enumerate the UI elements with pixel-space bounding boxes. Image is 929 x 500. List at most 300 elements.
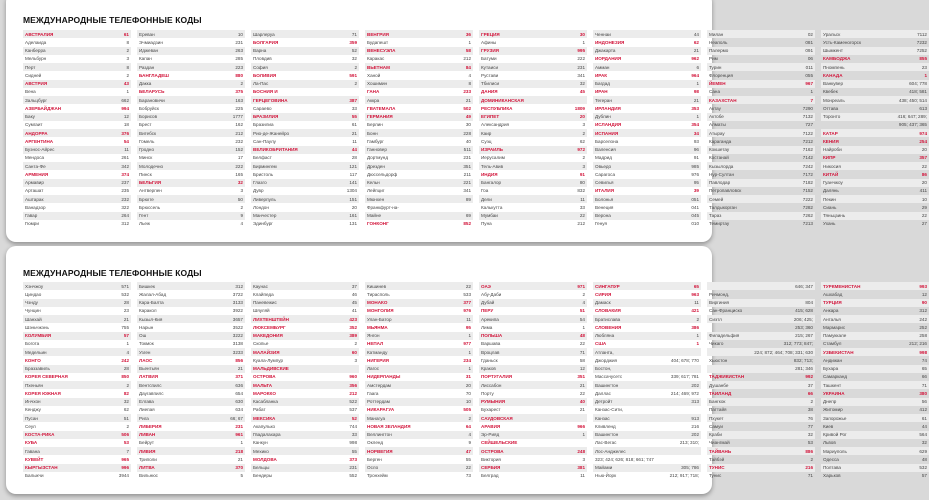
country-row [365, 299, 473, 307]
city-row [23, 47, 131, 55]
city-row [251, 439, 359, 447]
country-name: РЕСПУБЛИКА [481, 105, 513, 111]
phone-codes-page-1 [6, 0, 927, 242]
dial-code: 341 [577, 72, 585, 78]
dial-code: 62 [579, 138, 585, 144]
city-name: Виктория [481, 456, 501, 462]
dial-code: 996 [121, 465, 129, 471]
country-name: МАКЕДОНИЯ [253, 333, 283, 339]
dial-code: 3 [126, 56, 129, 62]
city-row [251, 121, 359, 129]
dial-code: 998 [919, 349, 927, 355]
city-row [23, 187, 131, 195]
city-name: Ченнаи [595, 31, 611, 37]
city-row [137, 47, 245, 55]
city-row [593, 47, 701, 55]
city-name: Талдыкорган [709, 204, 737, 210]
country-name: НИКАРАГУА [367, 407, 395, 413]
dial-code: 351 [463, 163, 471, 169]
city-row [821, 88, 929, 96]
city-name: Елгава [139, 399, 154, 405]
city-name: Хьюстон [709, 357, 728, 363]
city-row [23, 220, 131, 228]
city-name: Майне [367, 213, 382, 219]
city-name: Чэнду [25, 300, 38, 306]
city-row [821, 307, 929, 315]
city-row [251, 187, 359, 195]
city-row [23, 113, 131, 121]
city-name: Квебек [823, 89, 838, 95]
dial-code: 02 [807, 31, 813, 37]
city-name: Шарлеруа [253, 31, 275, 37]
dial-code: 1809 [574, 105, 585, 111]
city-name: Бостон, [595, 366, 612, 372]
city-name: Детройт [595, 399, 613, 405]
city-row [593, 220, 701, 228]
dial-code: 22 [465, 465, 471, 471]
country-name: АНДОРРА [25, 130, 48, 136]
dial-code: 12 [579, 366, 585, 372]
city-name: Даугавпилс [139, 390, 164, 396]
dial-code: 2 [354, 64, 357, 70]
city-name: Барановичи [139, 97, 165, 103]
country-name: КАНАДА [823, 72, 843, 78]
country-name: КЫРГЫЗСТАН [25, 465, 58, 471]
dial-code: 50 [237, 196, 243, 202]
city-name: Тирасполь [367, 291, 390, 297]
dial-code: 242 [121, 357, 129, 363]
city-name: Дувр [253, 188, 264, 194]
dial-code: 7 [810, 97, 813, 103]
city-row [707, 365, 815, 373]
country-name: СЛОВЕНИЯ [595, 324, 622, 330]
country-name: ТАДЖИКИСТАН [709, 374, 745, 380]
city-name: Дубай [481, 300, 495, 306]
country-row [251, 38, 359, 46]
dial-code: 212; 917; 718; [669, 473, 699, 479]
city-row [593, 472, 701, 480]
city-name: Бишкек [139, 283, 155, 289]
city-name: Лондон [253, 204, 269, 210]
city-row [23, 290, 131, 298]
dial-code: 52 [351, 48, 357, 54]
dial-code: 93 [693, 138, 699, 144]
country-name: КАМБОДЖА [823, 56, 851, 62]
dial-code: 11 [352, 138, 357, 144]
dial-code: 53 [123, 440, 129, 446]
city-name: Сидней [25, 72, 42, 78]
city-name: Тбилиси [481, 81, 500, 87]
city-row [821, 80, 929, 88]
city-name: Вьентьян [139, 366, 160, 372]
city-name: Лос-Анджелес [595, 448, 626, 454]
dial-code: 21 [693, 48, 699, 54]
country-name: ИЗРАИЛЬ [481, 147, 503, 153]
city-name: Дортмунд [367, 155, 388, 161]
country-row [365, 422, 473, 430]
dial-code: 654 [235, 390, 243, 396]
country-name: САУДОВСКАЯ [481, 415, 513, 421]
dial-code: 11 [694, 300, 699, 306]
city-name: Дрезден [367, 163, 385, 169]
city-row [137, 439, 245, 447]
dial-code: 58 [465, 48, 471, 54]
city-name: Кривой Рог [823, 432, 847, 438]
city-row [593, 414, 701, 422]
city-row [23, 472, 131, 480]
city-row [251, 129, 359, 137]
dial-code: 418; 581 [909, 89, 927, 95]
country-row [479, 464, 587, 472]
dial-code: 1 [126, 89, 129, 95]
city-name: Ванкувер [823, 81, 844, 87]
city-row [23, 121, 131, 129]
dial-code: 1 [468, 349, 471, 355]
city-name: Витебск [139, 130, 157, 136]
dial-code: 80 [579, 180, 585, 186]
dial-code: 38 [807, 407, 813, 413]
country-name: ИТАЛИЯ [595, 188, 615, 194]
country-row [251, 365, 359, 373]
dial-code: 985 [691, 163, 699, 169]
city-name: Эдинбург [253, 221, 273, 227]
dial-code: 17 [237, 155, 243, 161]
city-row [821, 290, 929, 298]
city-row [707, 30, 815, 38]
city-name: Улан-Батор [367, 316, 392, 322]
dial-code: 21 [237, 456, 243, 462]
city-name: Канзас-Сити, [595, 407, 624, 413]
dial-code: 880 [235, 72, 243, 78]
dial-code: 312 [919, 308, 927, 314]
codes-column [23, 282, 131, 480]
dial-code: 992 [805, 374, 813, 380]
country-row [365, 340, 473, 348]
country-name: ЛИХТЕНШТЕЙН [253, 316, 289, 322]
country-row [707, 80, 815, 88]
city-row [479, 389, 587, 397]
city-name: Лима [481, 324, 493, 330]
country-name: ЙЕМЕН [709, 81, 726, 87]
city-row [137, 307, 245, 315]
country-name: МАЛАЙЗИЯ [253, 349, 280, 355]
city-row [251, 47, 359, 55]
dial-code: 591 [349, 72, 357, 78]
city-row [593, 137, 701, 145]
country-row [251, 323, 359, 331]
city-row [821, 47, 929, 55]
dial-code: 7290 [802, 105, 813, 111]
city-row [593, 113, 701, 121]
city-row [707, 121, 815, 129]
country-name: НИГЕРИЯ [367, 357, 389, 363]
dial-code: 53 [807, 440, 813, 446]
dial-code: 45 [351, 300, 357, 306]
city-name: Чунцин [25, 308, 41, 314]
city-row [251, 464, 359, 472]
city-name: Суэц [481, 138, 492, 144]
country-name: НЕПАЛ [367, 341, 384, 347]
city-name: Афины [481, 39, 497, 45]
city-name: Лиепая [139, 407, 155, 413]
dial-code: 962 [691, 56, 699, 62]
dial-code: 1 [696, 81, 699, 87]
dial-code: 3133 [232, 300, 243, 306]
city-row [137, 323, 245, 331]
city-name: Темиртау [709, 221, 730, 227]
city-name: Кара-Балта [139, 300, 164, 306]
dial-code: 7122 [802, 130, 813, 136]
city-row [23, 323, 131, 331]
dial-code: 7232 [916, 39, 927, 45]
dial-code: 163 [235, 97, 243, 103]
city-row [137, 389, 245, 397]
city-row [137, 96, 245, 104]
city-row [707, 340, 815, 348]
city-row [707, 307, 815, 315]
dial-code: 370 [235, 465, 243, 471]
dial-code: 62 [693, 39, 699, 45]
dial-code: 228 [463, 130, 471, 136]
country-row [365, 373, 473, 381]
city-row [365, 455, 473, 463]
city-row [23, 299, 131, 307]
country-row [23, 332, 131, 340]
city-row [821, 431, 929, 439]
country-name: ИНДОНЕЗИЯ [595, 39, 625, 45]
dial-code: 231 [235, 423, 243, 429]
dial-code: 629 [919, 448, 927, 454]
country-row [23, 170, 131, 178]
dial-code: 51 [123, 415, 129, 421]
country-name: СЕРБИЯ [481, 465, 501, 471]
country-name: БАНГЛАДЕШ [139, 72, 169, 78]
city-name: Ухань [823, 221, 836, 227]
dial-code: 055 [805, 72, 813, 78]
city-name: Буэнос-Айрес [25, 147, 55, 153]
country-row [23, 356, 131, 364]
city-row [251, 220, 359, 228]
dial-code: 44 [693, 31, 699, 37]
city-row [137, 38, 245, 46]
dial-code: 5 [240, 473, 243, 479]
city-row [821, 406, 929, 414]
dial-code: 212 [349, 390, 357, 396]
city-row [479, 315, 587, 323]
city-row [137, 63, 245, 71]
city-name: Тель-Авив [481, 163, 504, 169]
country-row [251, 315, 359, 323]
city-row [707, 195, 815, 203]
dial-code: 71 [579, 349, 585, 355]
dial-code: 6 [696, 64, 699, 70]
city-name: Пинск [139, 171, 152, 177]
city-row [821, 472, 929, 480]
country-row [479, 146, 587, 154]
dial-code: 357 [919, 155, 927, 161]
dial-code: 2 [468, 415, 471, 421]
city-row [593, 356, 701, 364]
dial-code: 3722 [232, 291, 243, 297]
dial-code: 3138 [232, 341, 243, 347]
city-name: Токмок [139, 341, 154, 347]
city-row [821, 38, 929, 46]
city-row [137, 195, 245, 203]
dial-code: 532 [919, 465, 927, 471]
country-row [23, 129, 131, 137]
dial-code: 231 [235, 39, 243, 45]
city-name: Сарагоса [595, 171, 616, 177]
dial-code: 57 [921, 473, 927, 479]
country-row [479, 113, 587, 121]
city-name: Берлин [367, 122, 383, 128]
city-name: Ханой [367, 72, 381, 78]
country-name: ОСТРОВА [481, 448, 504, 454]
dial-code: 212 [577, 221, 585, 227]
city-name: Рио-де-Жанейро [253, 130, 290, 136]
city-name: Окленд [367, 440, 384, 446]
city-row [821, 162, 929, 170]
dial-code: 242 [919, 316, 927, 322]
dial-code: 312 [235, 283, 243, 289]
country-row [707, 447, 815, 455]
dial-code: 744 [349, 423, 357, 429]
dial-code: 62 [123, 407, 129, 413]
dial-code: 21 [351, 130, 357, 136]
dial-code: 832 [577, 188, 585, 194]
city-row [593, 373, 701, 381]
city-row [23, 381, 131, 389]
dial-code: 3222 [232, 333, 243, 339]
city-name: Тараз [709, 213, 722, 219]
codes-column [707, 282, 815, 480]
dial-code: 421 [691, 308, 699, 314]
city-name: Палермо [709, 48, 729, 54]
city-row [23, 55, 131, 63]
country-name: ПОРТУГАЛИЯ [481, 374, 513, 380]
city-name: Джорджия [595, 357, 617, 363]
dial-code: 960 [349, 374, 357, 380]
city-name: Кишинев [367, 283, 387, 289]
country-name: АРМЕНИЯ [25, 171, 49, 177]
dial-code: 31 [465, 374, 471, 380]
city-row [593, 406, 701, 414]
city-row [479, 356, 587, 364]
country-row [479, 47, 587, 55]
city-name: Ташкент [823, 382, 842, 388]
city-name: Ашхабад [823, 291, 843, 297]
dial-code: 231 [577, 64, 585, 70]
dial-code: 502 [463, 105, 471, 111]
city-name: Оттава [823, 105, 839, 111]
dial-code: 412 [919, 407, 927, 413]
city-row [365, 348, 473, 356]
dial-code: 121 [349, 163, 357, 169]
city-row [251, 212, 359, 220]
city-name: Анкара [823, 308, 839, 314]
city-name: Кельн [367, 180, 380, 186]
city-row [479, 365, 587, 373]
dial-code: 359 [349, 39, 357, 45]
city-name: Белград [481, 473, 499, 479]
city-name: Брюссель [139, 204, 161, 210]
city-row [821, 398, 929, 406]
dial-code: 21 [579, 407, 585, 413]
dial-code: 3 [240, 188, 243, 194]
country-row [479, 307, 587, 315]
dial-code: 44 [921, 423, 927, 429]
dial-code: 223 [235, 64, 243, 70]
city-name: Павлодар [709, 180, 731, 186]
dial-code: 646; 347 [795, 283, 813, 289]
city-row [479, 381, 587, 389]
city-name: Паттайя [709, 407, 727, 413]
country-row [593, 187, 701, 195]
city-name: Рабат [253, 407, 266, 413]
dial-code: 37 [807, 382, 813, 388]
country-name: ЛИБЕРИЯ [139, 423, 162, 429]
city-name: Аккра [367, 97, 380, 103]
city-row [23, 447, 131, 455]
dial-code: 222 [577, 56, 585, 62]
city-row [365, 162, 473, 170]
dial-code: 7252 [916, 48, 927, 54]
country-row [707, 96, 815, 104]
city-row [251, 137, 359, 145]
city-row [365, 389, 473, 397]
dial-code: 39 [693, 188, 699, 194]
dial-code: 30 [579, 31, 585, 37]
city-name: Каунас [253, 283, 268, 289]
codes-column [479, 282, 587, 480]
city-row [593, 422, 701, 430]
country-name: ПОЛЬША [481, 333, 503, 339]
city-name: Одесса [823, 456, 839, 462]
city-name: Циндао [25, 291, 42, 297]
city-row [137, 472, 245, 480]
dial-code: 1 [240, 440, 243, 446]
city-name: Бразилиа [253, 122, 274, 128]
city-name: Бангалор [481, 180, 502, 186]
city-row [251, 431, 359, 439]
dial-code: 30 [465, 122, 471, 128]
dial-code: 22 [921, 213, 927, 219]
dial-code: 2 [354, 81, 357, 87]
city-name: Кызыл-Кия [139, 316, 163, 322]
city-row [137, 340, 245, 348]
codes-column [23, 30, 131, 228]
city-row [365, 203, 473, 211]
city-name: Пхукет [709, 415, 724, 421]
country-row [479, 422, 587, 430]
city-name: Хошимин [367, 81, 388, 87]
city-row [593, 30, 701, 38]
city-row [251, 422, 359, 430]
city-name: Осло [367, 465, 379, 471]
dial-code: 161 [349, 213, 357, 219]
city-row [707, 348, 815, 356]
country-row [593, 340, 701, 348]
city-row [707, 356, 815, 364]
country-row [251, 455, 359, 463]
dial-code: 285 [235, 56, 243, 62]
dial-code: 3944 [118, 473, 129, 479]
city-name: Бонн [367, 130, 378, 136]
dial-code: 60 [351, 349, 357, 355]
dial-code: 46 [351, 291, 357, 297]
city-name: Торонто [823, 114, 841, 120]
city-name: Антверпен [139, 188, 162, 194]
